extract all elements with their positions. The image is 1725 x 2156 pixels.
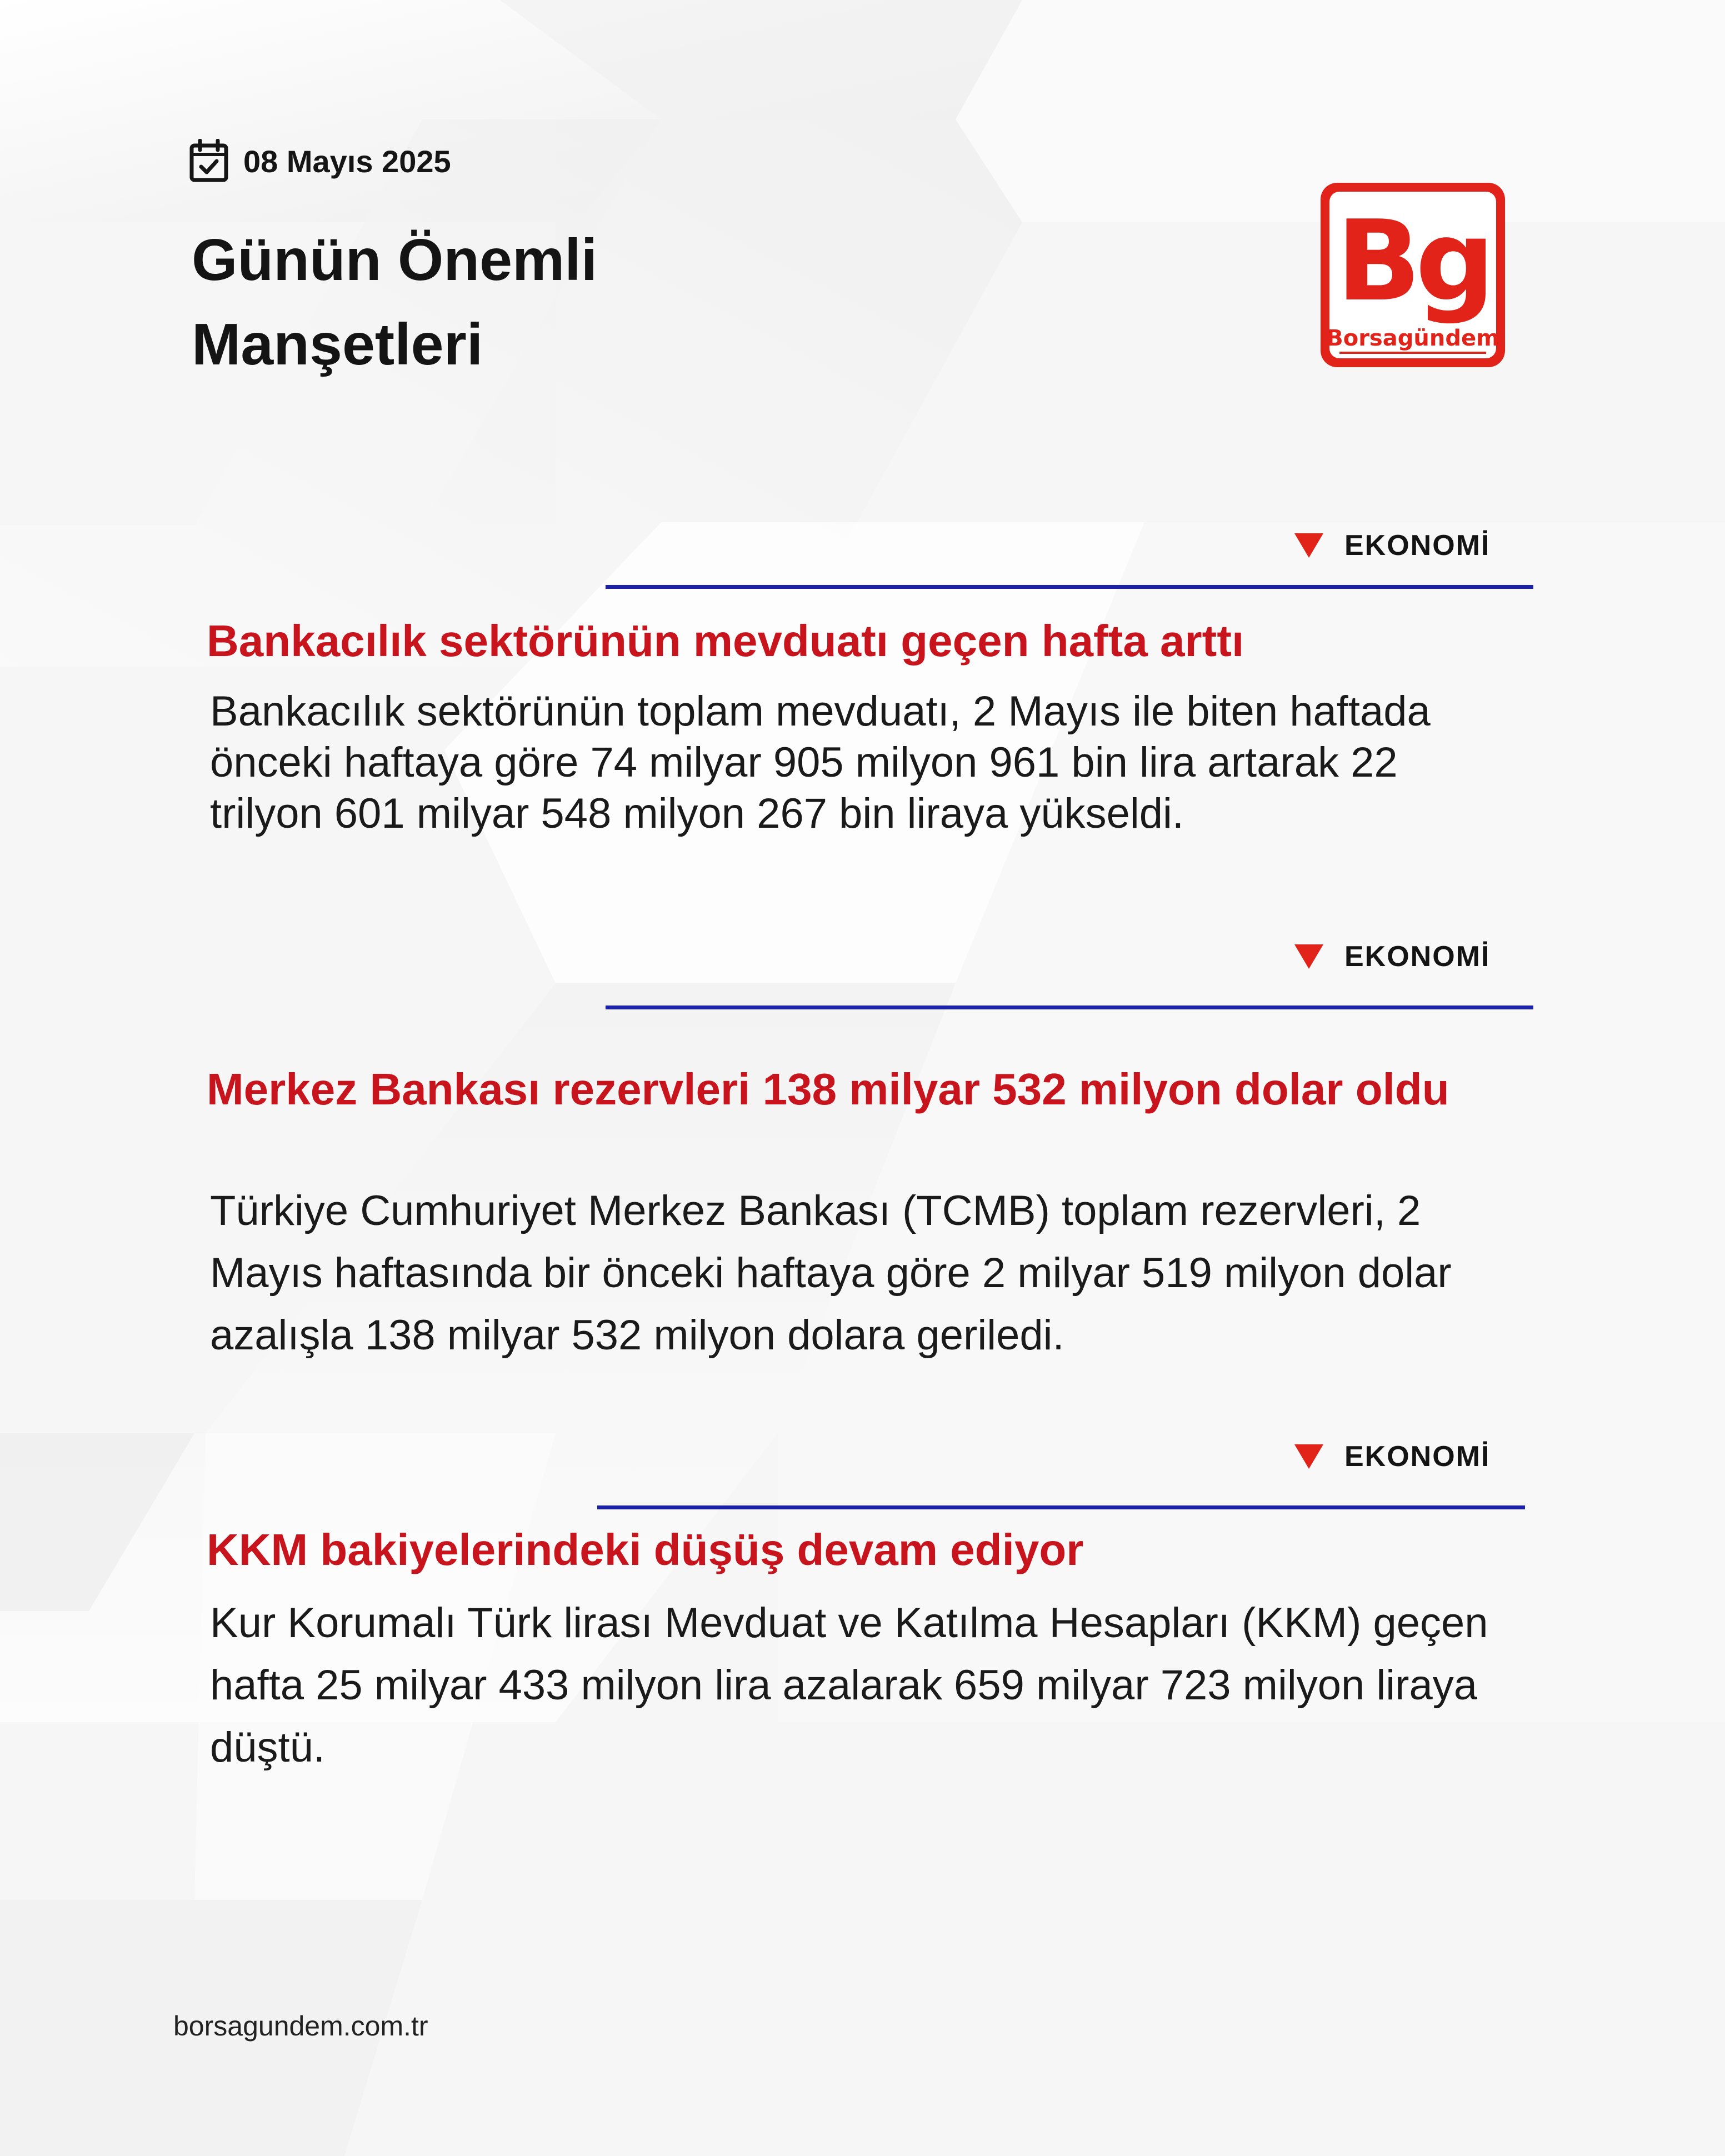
publish-date: 08 Mayıs 2025: [243, 143, 451, 179]
category-label: EKONOMİ: [1344, 529, 1491, 562]
calendar-check-icon: [189, 139, 229, 183]
category-tag-1[interactable]: [1294, 526, 1490, 565]
section-divider: [606, 1006, 1533, 1009]
category-tag-3[interactable]: [1294, 1437, 1490, 1476]
category-tag-2[interactable]: [1294, 937, 1490, 976]
svg-text:Borsagündem: Borsagündem: [1326, 326, 1499, 351]
article-headline-2[interactable]: Merkez Bankası rezervleri 138 milyar 532 milyon dolar oldu: [207, 1064, 1449, 1114]
article-body-3: Kur Korumalı Türk lirası Mevduat ve Katılma Hesapları (KKM) geçen hafta 25 milyar 433 milyon lira azalarak 659 milyar 723 milyon liraya düştü.: [210, 1599, 1488, 1771]
triangle-down-icon: [1294, 533, 1323, 558]
date-row: [189, 139, 451, 183]
category-label: EKONOMİ: [1344, 1440, 1491, 1473]
triangle-down-icon: [1294, 944, 1323, 969]
section-divider: [606, 585, 1533, 589]
website-link[interactable]: borsagundem.com.tr: [173, 2010, 428, 2042]
article-body-2: Türkiye Cumhuriyet Merkez Bankası (TCMB) toplam rezervleri, 2 Mayıs haftasında bir önceki haftaya göre 2 milyar 519 milyon dolar azalışla 138 milyar 532 milyon dolara geriledi.: [210, 1187, 1452, 1359]
article-body-1: Bankacılık sektörünün toplam mevduatı, 2 Mayıs ile biten haftada önceki haftaya göre 74 milyar 905 milyon 961 bin lira artarak 22 trilyon 601 milyar 548 milyon 267 bin liraya yükseldi.: [210, 688, 1431, 837]
page-title-line1: Günün Önemli: [192, 227, 598, 293]
article-headline-1[interactable]: Bankacılık sektörünün mevduatı geçen hafta arttı: [207, 616, 1244, 666]
page-title-line2: Manşetleri: [192, 312, 483, 377]
borsagundem-logo[interactable]: [1318, 181, 1507, 369]
section-divider: [597, 1505, 1525, 1509]
article-headline-3[interactable]: KKM bakiyelerindeki düşüş devam ediyor: [207, 1525, 1084, 1574]
svg-text:Bg: Bg: [1336, 197, 1489, 326]
triangle-down-icon: [1294, 1444, 1323, 1469]
page-title: [192, 218, 597, 387]
category-label: EKONOMİ: [1344, 941, 1491, 973]
